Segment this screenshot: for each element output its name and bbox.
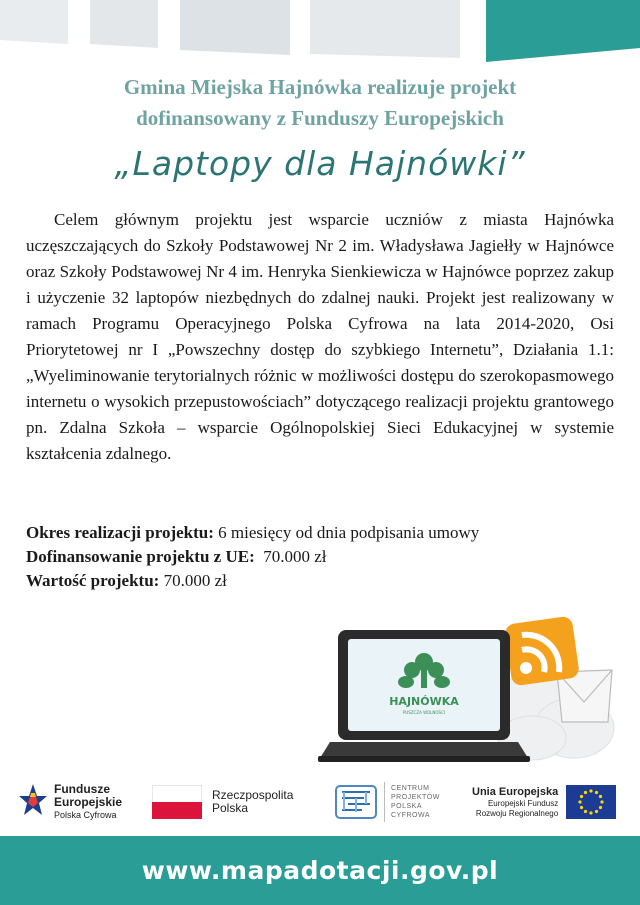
eu-flag-icon [566,785,616,819]
screen-logo-text: HAJNÓWKA [389,695,459,708]
fact-funding-label: Dofinansowanie projektu z UE: [26,547,255,566]
ue-line-2: Europejski Fundusz [487,798,559,808]
screen-logo-subtext: PUSZCZA WOLNOŚCI [402,710,446,715]
fact-period-label: Okres realizacji projektu: [26,523,214,542]
ue-line-1: Unia Europejska [472,785,559,798]
fact-period [26,521,614,545]
centrum-projektow-logo [334,778,440,826]
ue-line-3: Rozwoju Regionalnego [475,808,559,818]
rp-line-1: Rzeczpospolita [212,788,294,802]
project-facts [26,521,614,593]
fact-value-value: 70.000 zł [163,571,227,590]
cppc-line-1: CENTRUM [391,785,430,792]
unia-europejska-logo [472,778,616,826]
fact-value-label: Wartość projektu: [26,571,160,590]
cppc-line-3: POLSKA [391,803,423,810]
laptop-illustration [312,610,622,770]
wifi-icon [504,616,580,687]
cppc-line-4: CYFROWA [391,812,431,819]
rp-line-2: Polska [212,801,249,815]
rzeczpospolita-logo [152,778,293,826]
fundusze-europejskie-logo [18,778,122,826]
fact-period-value: 6 miesięcy od dnia podpisania umowy [218,523,480,542]
fe-line-2: Europejskie [54,794,123,809]
project-title: „Laptopy dla Hajnówki” [114,144,526,183]
footer-bar [0,836,640,905]
fe-line-3: Polska Cyfrowa [54,809,117,820]
fact-funding-value: 70.000 zł [263,547,327,566]
header-line-2: dofinansowany z Funduszy Europejskich [136,106,504,130]
footer-url-link[interactable]: www.mapadotacji.gov.pl [141,856,499,885]
header-line-1: Gmina Miejska Hajnówka realizuje projekt [123,75,517,99]
fe-star-icon [18,781,48,823]
fact-funding [26,545,614,569]
cppc-maze-icon [334,782,378,822]
polish-flag-icon [152,785,202,819]
fact-value [26,569,614,593]
fe-line-1: Fundusze [54,781,110,796]
funding-logos-bar [0,770,640,834]
cppc-line-2: PROJEKTÓW [391,794,440,801]
header-heading [0,72,640,134]
project-description: Celem głównym projektu jest wsparcie uczniów z miasta Hajnówka uczęszczających do Szkoły Podstawowej Nr 2 im. Władysława Jagiełły w Hajnówce oraz Szkoły Podstawowej Nr 4 im. Henryka Sienkiewicza w Hajnówce poprzez zakup i użyczenie 32 laptopów niezbędnych do zdalnej nauki. Projekt jest realizowany w ramach Programu Operacyjnego Polska Cyfrowa na lata 2014-2020, Osi Priorytetowej nr I „Powszechny dostęp do szybkiego Internetu”, Działania 1.1: „Wyeliminowanie terytorialnych różnic w możliwości dostępu do szerokopasmowego internetu o wysokich przepustowościach” dotyczącego realizacji projektu grantowego pn. Zdalna Szkoła – wsparcie Ogólnopolskiej Sieci Edukacyjnej w systemie kształcenia zdalnego. [26,210,614,463]
top-decoration [0,0,640,62]
